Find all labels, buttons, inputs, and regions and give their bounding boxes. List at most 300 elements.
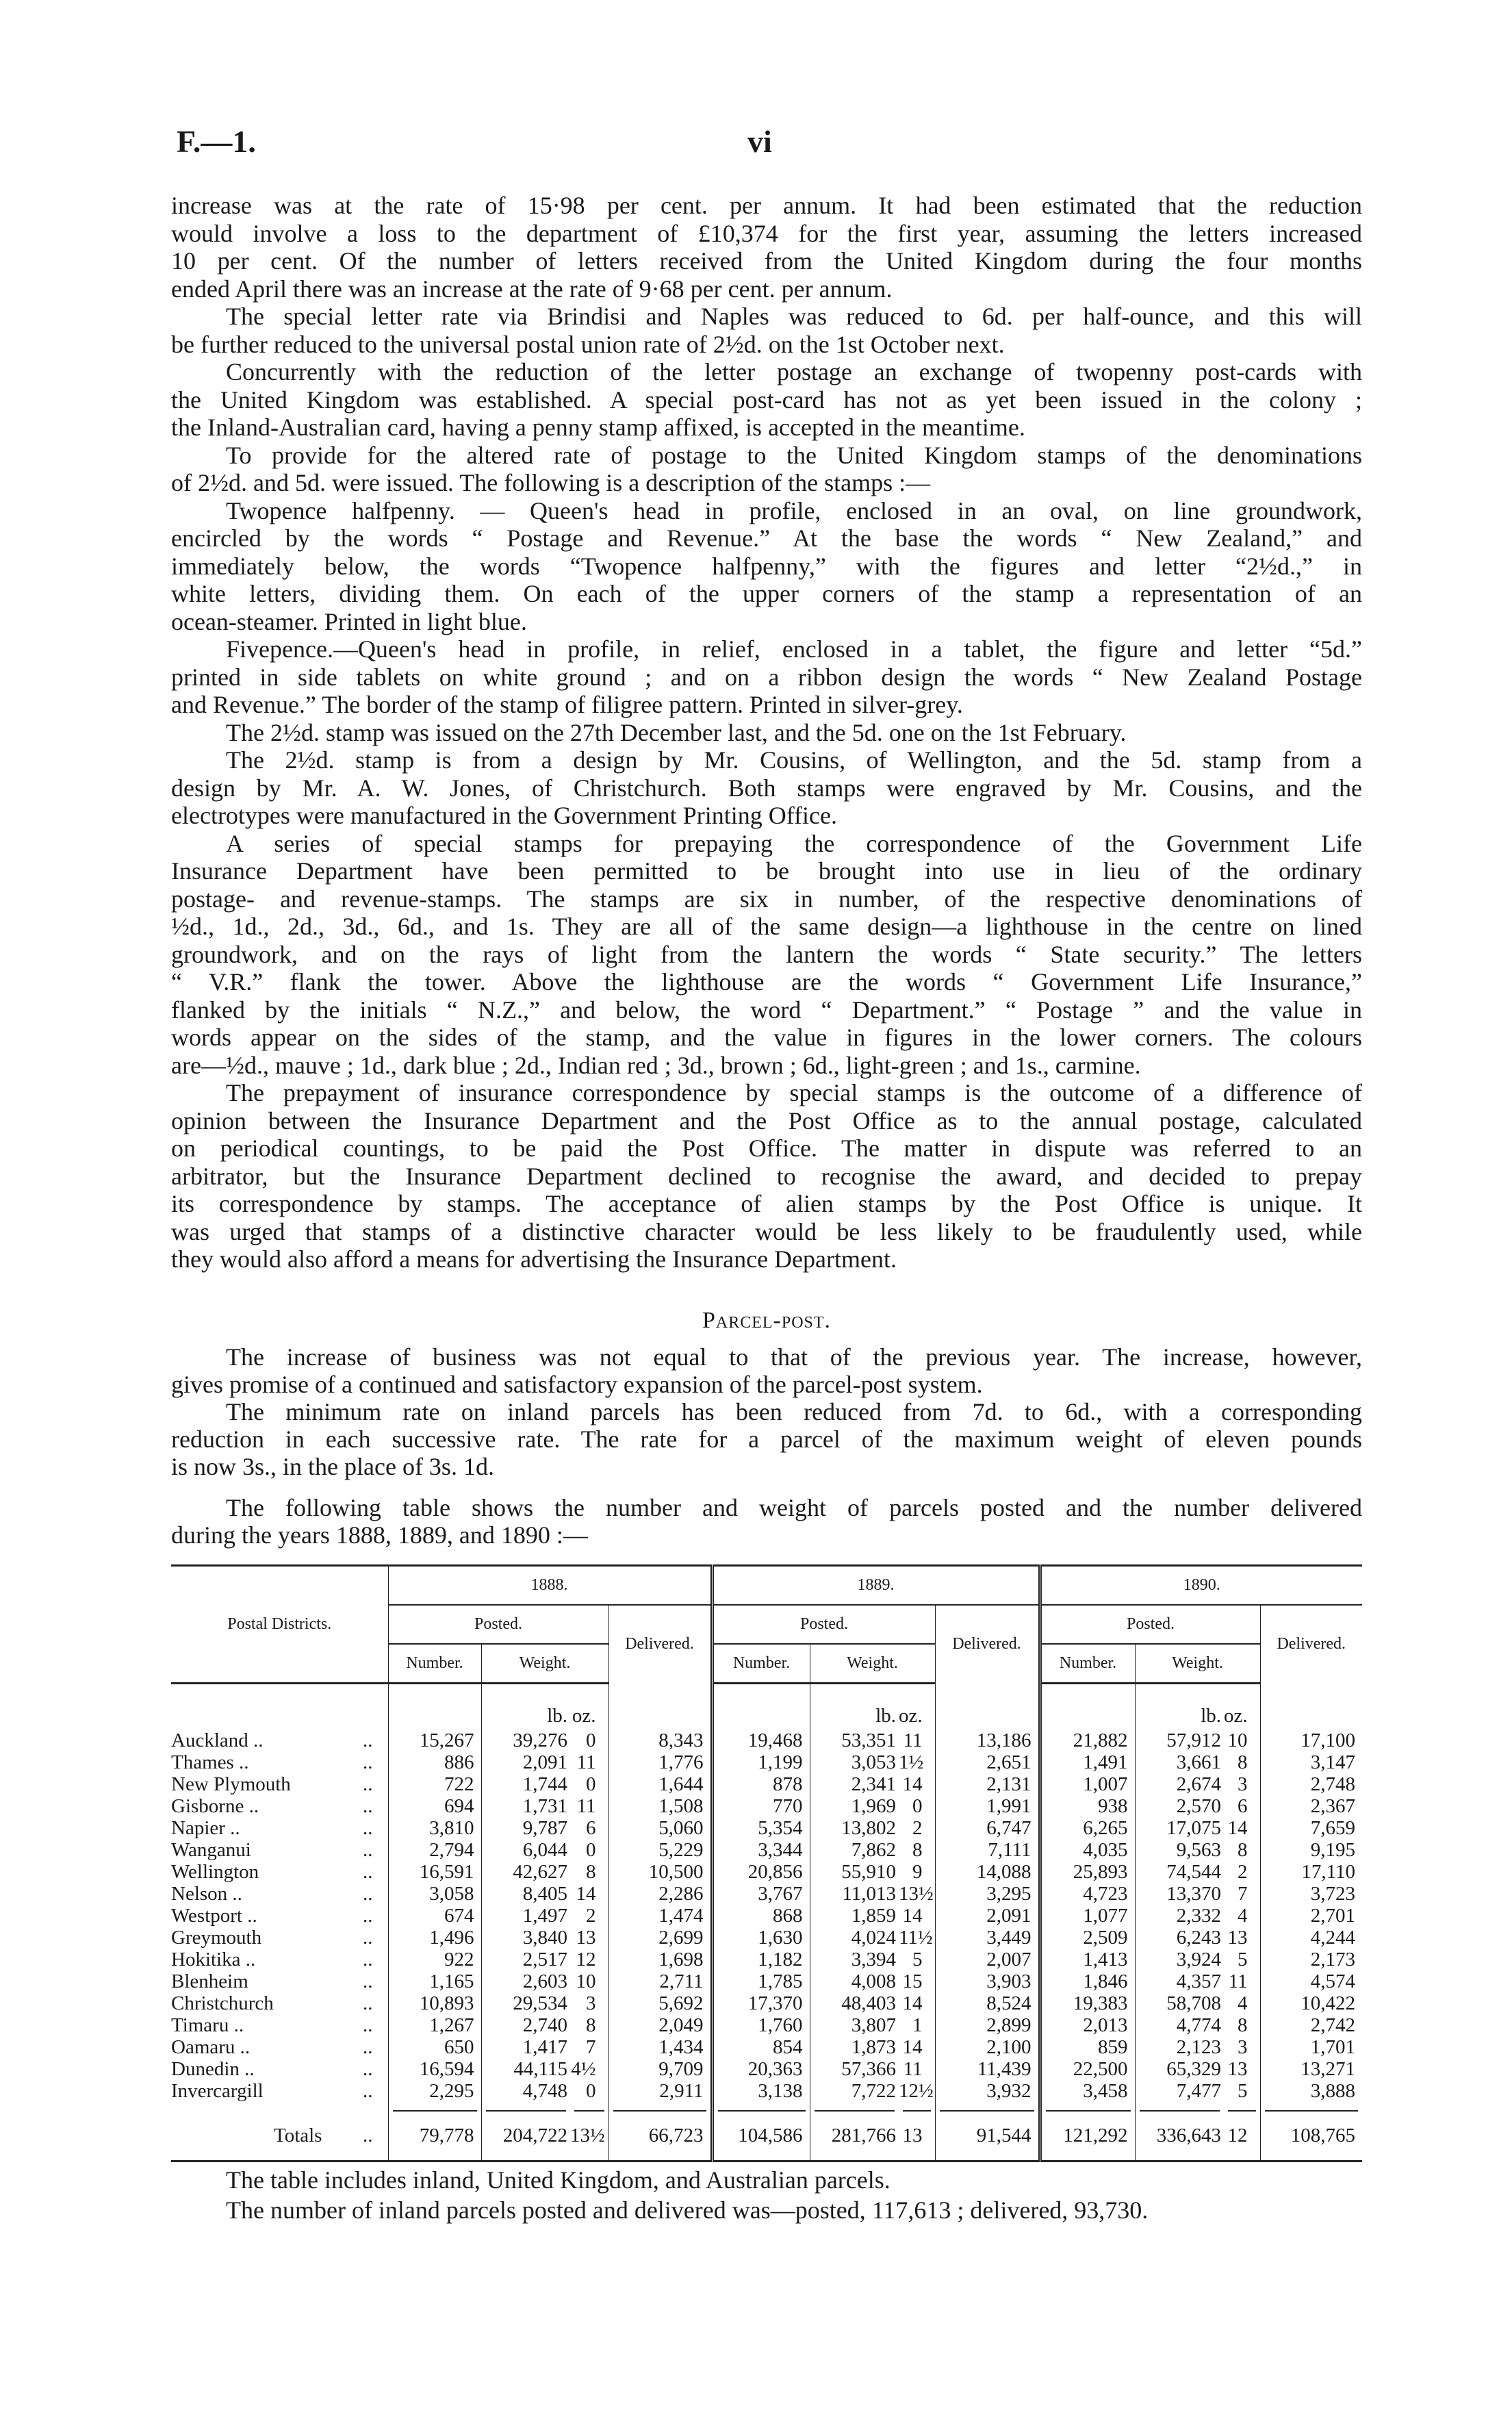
blank [1224,2102,1260,2110]
totals-text: Totals [274,2124,322,2146]
text-line: arbitrator, but the Insurance Department declined to recognise the award, and decided to prepay [171,1162,1362,1190]
weight-header: Weight. [810,1644,935,1684]
unit-oz: oz. [572,1705,596,1727]
number-cell: 770 [712,1795,810,1817]
delivered-cell: 5,692 [608,1992,712,2014]
spacer-row [171,2102,1362,2110]
posted-header: Posted. [388,1605,608,1644]
parcel-post-text [171,1343,1362,1549]
blank [712,1684,810,1730]
number-header: Number. [712,1644,810,1684]
weight-oz-cell: 11 [903,2058,923,2080]
weight-oz-cell: 14 [576,1883,596,1905]
text-line: Fivepence.—Queen's head in profile, in relief, enclosed in a tablet, the figure and letter “5d.” [226,635,1362,663]
delivered-cell: 2,173 [1260,1949,1362,1970]
totals-label [171,2110,388,2162]
weight-lb-cell: 2,332 [1135,1905,1224,1927]
blank [1260,1684,1362,1730]
weight-lb-cell: 7,722 [810,2080,899,2102]
district-label: Nelson .. [171,1883,242,1905]
text-line: ½d., 1d., 2d., 3d., 6d., and 1s. They are all of the same design—a lighthouse in the centre on lined [171,913,1362,940]
text-line: 10 per cent. Of the number of letters received from the United Kingdom during the four months [171,247,1362,275]
text-line: be further reduced to the universal postal union rate of 2½d. on the 1st October next. [171,330,1005,358]
weight-oz-cell: 11 [1228,1970,1248,1992]
number-cell: 1,496 [388,1927,481,1949]
number-cell: 3,058 [388,1883,481,1905]
weight-lb-cell: 4,748 [481,2080,570,2102]
leader-dots: .. [363,1751,373,1773]
delivered-cell: 1,474 [608,1905,712,1927]
leader-dots: .. [363,1970,373,1992]
district-label: Auckland .. [171,1729,264,1751]
weight-oz-cell: 4 [1238,1905,1248,1927]
table-row [171,1773,1362,1795]
district-label: Wanganui [171,1839,251,1861]
weight-lb-cell: 55,910 [810,1861,899,1883]
delivered-cell: 8,524 [935,1992,1040,2014]
district-label: Wellington [171,1861,259,1883]
weight-oz-cell: 11 [576,1795,596,1817]
text-line: ocean-steamer. Printed in light blue. [171,607,527,635]
unit-lb: lb. [1135,1684,1224,1730]
number-cell: 2,013 [1040,2014,1135,2036]
text-line: of 2½d. and 5d. were issued. The following is a description of the stamps :— [171,469,931,496]
delivered-cell: 1,991 [935,1795,1040,1817]
number-cell: 868 [712,1905,810,1927]
weight-lb-cell: 2,517 [481,1949,570,1970]
number-cell: 25,893 [1040,1861,1135,1883]
text-line: electrotypes were manufactured in the Government Printing Office. [171,802,837,829]
number-cell: 3,767 [712,1883,810,1905]
leader-dots: .. [363,1817,373,1839]
text-line: groundwork, and on the rays of light from the lantern the words “ State security.” The letters [171,940,1362,968]
table-row [171,2036,1362,2058]
weight-header: Weight. [481,1644,608,1684]
delivered-cell: 3,723 [1260,1883,1362,1905]
weight-oz-cell: 4 [1238,1992,1248,2014]
table-row [171,1861,1362,1883]
text-line: they would also afford a means for advertising the Insurance Department. [171,1245,897,1273]
text-line: The increase of business was not equal to that of the previous year. The increase, however, [226,1343,1362,1371]
delivered-cell: 7,659 [1260,1817,1362,1839]
district-name [171,1795,388,1817]
delivered-cell: 2,899 [935,2014,1040,2036]
weight-oz-cell: 12 [576,1949,596,1970]
district-name [171,2080,388,2102]
number-cell: 1,846 [1040,1970,1135,1992]
number-cell: 16,594 [388,2058,481,2080]
blank [1260,2102,1362,2110]
text-line: the Inland-Australian card, having a penny stamp affixed, is accepted in the meantime. [171,414,1025,441]
number-cell: 5,354 [712,1817,810,1839]
table-row [171,2014,1362,2036]
weight-lb-cell: 2,091 [481,1751,570,1773]
number-cell: 859 [1040,2036,1135,2058]
weight-oz-cell: 2 [586,1905,596,1927]
text-line: is now 3s., in the place of 3s. 1d. [171,1453,494,1480]
text-line: on periodical countings, to be paid the Post Office. The matter in dispute was referred to an [171,1134,1362,1162]
weight-oz-cell: 12 [1224,2110,1260,2162]
number-cell: 16,591 [388,1861,481,1883]
number-cell: 10,893 [388,1992,481,2014]
weight-oz-cell: 3 [1238,2036,1248,2058]
blank [1040,1684,1135,1730]
leader-dots: .. [363,2080,373,2102]
weight-oz-cell: 0 [586,1729,596,1751]
delivered-cell: 6,747 [935,1817,1040,1839]
delivered-cell: 4,244 [1260,1927,1362,1949]
delivered-cell: 108,765 [1260,2110,1362,2162]
weight-lb-cell: 13,370 [1135,1883,1224,1905]
leader-dots: .. [363,1883,373,1905]
weight-lb-cell: 6,044 [481,1839,570,1861]
weight-lb-cell: 4,024 [810,1927,899,1949]
weight-lb-cell: 2,123 [1135,2036,1224,2058]
number-cell: 79,778 [388,2110,481,2162]
weight-lb-cell: 57,912 [1135,1729,1224,1751]
table-row [171,1905,1362,1927]
footer-note: The table includes inland, United Kingdom, and Australian parcels. [226,2166,890,2194]
text-line: would involve a loss to the department of £10,374 for the first year, assuming the letters increased [171,219,1362,247]
delivered-header: Delivered. [1260,1605,1362,1684]
weight-oz-cell: 14 [902,1905,923,1927]
number-cell: 674 [388,1905,481,1927]
delivered-cell: 2,007 [935,1949,1040,1970]
delivered-cell: 11,439 [935,2058,1040,2080]
weight-lb-cell: 3,840 [481,1927,570,1949]
district-name [171,1992,388,2014]
delivered-cell: 1,508 [608,1795,712,1817]
text-line: printed in side tablets on white ground ; and on a ribbon design the words “ New Zealand Postage [171,663,1362,691]
weight-lb-cell: 17,075 [1135,1817,1224,1839]
text-line: A series of special stamps for prepaying the correspondence of the Government Life [226,829,1362,857]
number-cell: 104,586 [712,2110,810,2162]
delivered-cell: 91,544 [935,2110,1040,2162]
table-row [171,1883,1362,1905]
weight-oz-cell: 11 [903,1729,923,1751]
number-cell: 22,500 [1040,2058,1135,2080]
weight-lb-cell: 9,787 [481,1817,570,1839]
text-line: immediately below, the words “Twopence halfpenny,” with the figures and letter “2½d.,” in [171,552,1362,580]
text-line: postage- and revenue-stamps. The stamps are six in number, of the respective denominations of [171,885,1362,913]
weight-lb-cell: 1,744 [481,1773,570,1795]
weight-lb-cell: 2,603 [481,1970,570,1992]
delivered-cell: 17,110 [1260,1861,1362,1883]
delivered-cell: 4,574 [1260,1970,1362,1992]
number-cell: 4,035 [1040,1839,1135,1861]
weight-oz-cell: 13 [576,1927,596,1949]
weight-lb-cell: 4,357 [1135,1970,1224,1992]
weight-oz-cell: 7 [586,2036,596,2058]
table-row [171,1729,1362,1751]
leader-dots: .. [363,1773,373,1795]
delivered-cell: 2,711 [608,1970,712,1992]
blank [810,2102,899,2110]
weight-oz-cell: 13 [899,2110,935,2162]
district-name [171,2014,388,2036]
weight-lb-cell: 2,740 [481,2014,570,2036]
blank [608,2102,712,2110]
delivered-cell: 10,422 [1260,1992,1362,2014]
weight-oz-cell: 3 [1238,1773,1248,1795]
text-line: Twopence halfpenny. — Queen's head in profile, enclosed in an oval, on line groundwork, [226,496,1362,524]
text-line: The special letter rate via Brindisi and Naples was reduced to 6d. per half-ounce, and this will [226,303,1362,330]
delivered-cell: 2,699 [608,1927,712,1949]
weight-lb-cell: 1,417 [481,2036,570,2058]
weight-oz-cell: 0 [586,1773,596,1795]
weight-lb-cell: 1,859 [810,1905,899,1927]
year-header: 1889. [712,1566,1040,1606]
number-cell: 854 [712,2036,810,2058]
weight-oz-cell: 14 [902,1992,923,2014]
weight-lb-cell: 1,873 [810,2036,899,2058]
weight-oz-cell: 12½ [899,2080,934,2102]
number-cell: 2,509 [1040,1927,1135,1949]
delivered-cell: 2,091 [935,1905,1040,1927]
delivered-cell: 1,644 [608,1773,712,1795]
weight-oz-cell: 14 [902,1773,923,1795]
leader-dots: .. [363,1905,373,1927]
district-name [171,1839,388,1861]
delivered-cell: 66,723 [608,2110,712,2162]
text-line: the United Kingdom was established. A special post-card has not as yet been issued in the colony ; [171,385,1362,414]
weight-header: Weight. [1135,1644,1260,1684]
district-label: Invercargill [171,2080,264,2102]
delivered-header: Delivered. [608,1605,712,1684]
number-cell: 15,267 [388,1729,481,1751]
weight-oz-cell: 8 [586,1861,596,1883]
number-cell: 1,785 [712,1970,810,1992]
delivered-cell: 2,131 [935,1773,1040,1795]
table-row [171,2080,1362,2102]
delivered-cell: 3,903 [935,1970,1040,1992]
weight-oz-cell: 8 [1238,1839,1248,1861]
footer-note: The number of inland parcels posted and delivered was—posted, 117,613 ; delivered, 93,730. [226,2196,1149,2224]
blank [935,2102,1040,2110]
weight-lb-cell: 2,570 [1135,1795,1224,1817]
weight-oz-cell: 9 [912,1861,923,1883]
leader-dots: .. [363,1861,373,1883]
paragraph-gap [171,1480,1362,1494]
number-cell: 1,165 [388,1970,481,1992]
number-cell: 4,723 [1040,1883,1135,1905]
blank [570,2102,608,2110]
weight-lb-cell: 2,341 [810,1773,899,1795]
delivered-cell: 3,449 [935,1927,1040,1949]
weight-oz-cell: 4½ [571,2058,596,2080]
weight-lb-cell: 3,661 [1135,1751,1224,1773]
number-cell: 1,182 [712,1949,810,1970]
weight-oz-cell: 10 [576,1970,596,1992]
blank [1135,2102,1224,2110]
weight-oz-cell: 8 [912,1839,923,1861]
text-line: was urged that stamps of a distinctive character would be less likely to be fraudulently used, while [171,1217,1362,1245]
text-line: increase was at the rate of 15·98 per cent. per annum. It had been estimated that the reduction [171,192,1362,219]
district-name [171,1883,388,1905]
text-line: The following table shows the number and weight of parcels posted and the number delivered [226,1494,1362,1521]
weight-lb-cell: 11,013 [810,1883,899,1905]
blank [608,1684,712,1730]
delivered-cell: 5,229 [608,1839,712,1861]
text-line: are—½d., mauve ; 1d., dark blue ; 2d., Indian red ; 3d., brown ; 6d., light-green ; and 1s., carmine. [171,1051,1141,1079]
leader-dots: .. [363,1992,373,2014]
delivered-cell: 2,701 [1260,1905,1362,1927]
number-cell: 1,077 [1040,1905,1135,1927]
number-cell: 694 [388,1795,481,1817]
posted-header: Posted. [1040,1605,1260,1644]
weight-lb-cell: 13,802 [810,1817,899,1839]
weight-lb-cell: 4,008 [810,1970,899,1992]
number-cell: 6,265 [1040,1817,1135,1839]
number-cell: 1,413 [1040,1949,1135,1970]
number-cell: 3,138 [712,2080,810,2102]
weight-lb-cell: 65,329 [1135,2058,1224,2080]
table-row [171,1949,1362,1970]
number-cell: 17,370 [712,1992,810,2014]
weight-oz-cell: 8 [586,2014,596,2036]
leader-dots: .. [363,1839,373,1861]
delivered-cell: 3,147 [1260,1751,1362,1773]
number-cell: 20,363 [712,2058,810,2080]
number-header: Number. [388,1644,481,1684]
weight-oz-cell: 6 [586,1817,596,1839]
delivered-cell: 7,111 [935,1839,1040,1861]
weight-oz-cell: 8 [1238,1751,1248,1773]
blank [935,1684,1040,1730]
delivered-cell: 1,776 [608,1751,712,1773]
district-label: Greymouth [171,1927,262,1949]
leader-dots: .. [363,1927,373,1949]
weight-oz-cell: 3 [586,1992,596,2014]
leader-dots: .. [363,1795,373,1817]
weight-oz-cell: 14 [902,2036,923,2058]
delivered-cell: 2,100 [935,2036,1040,2058]
leader-dots: .. [363,2036,373,2058]
text-line: white letters, dividing them. On each of the upper corners of the stamp a representation of an [171,580,1362,607]
leader-dots: .. [363,1729,373,1751]
delivered-cell: 8,343 [608,1729,712,1751]
district-name [171,2036,388,2058]
weight-oz-cell: 13 [1227,1927,1248,1949]
number-cell: 20,856 [712,1861,810,1883]
district-name [171,1729,388,1751]
district-name [171,1927,388,1949]
table-row [171,1970,1362,1992]
number-cell: 650 [388,2036,481,2058]
blank [712,2102,810,2110]
year-header: 1890. [1040,1566,1362,1606]
blank [171,1684,388,1730]
weight-lb-cell: 4,774 [1135,2014,1224,2036]
weight-lb-cell: 53,351 [810,1729,899,1751]
district-label: Timaru .. [171,2014,244,2036]
district-name [171,1905,388,1927]
district-name [171,1817,388,1839]
weight-oz-cell: 13 [1227,2058,1248,2080]
unit-lb: lb. [481,1684,570,1730]
number-cell: 3,810 [388,1817,481,1839]
units-row [171,1684,1362,1730]
delivered-header: Delivered. [935,1605,1040,1684]
blank [899,2102,935,2110]
district-label: Christchurch [171,1992,274,2014]
text-line: ended April there was an increase at the rate of 9·68 per cent. per annum. [171,275,893,303]
district-label: Gisborne .. [171,1795,259,1817]
text-line: reduction in each successive rate. The rate for a parcel of the maximum weight of eleven pounds [171,1425,1362,1453]
delivered-cell: 2,367 [1260,1795,1362,1817]
number-cell: 1,630 [712,1927,810,1949]
text-line: encircled by the words “ Postage and Revenue.” At the base the words “ New Zealand,” and [171,524,1362,552]
district-label: Thames .. [171,1751,249,1773]
weight-oz-cell: 0 [586,1839,596,1861]
number-cell: 121,292 [1040,2110,1135,2162]
number-cell: 722 [388,1773,481,1795]
parcels-table [171,1564,1362,2162]
weight-lb-cell: 1,497 [481,1905,570,1927]
weight-oz-cell: 13½ [899,1883,934,1905]
weight-oz-cell: 5 [1238,1949,1248,1970]
district-label: New Plymouth [171,1773,291,1795]
unit-oz: oz. [899,1705,923,1727]
weight-oz-cell: 1½ [899,1751,924,1773]
table-row [171,1751,1362,1773]
weight-lb-cell: 39,276 [481,1729,570,1751]
weight-lb-cell: 58,708 [1135,1992,1224,2014]
delivered-cell: 13,186 [935,1729,1040,1751]
column-header-districts: Postal Districts. [171,1566,388,1684]
weight-oz-cell: 5 [1238,2080,1248,2102]
district-label: Oamaru .. [171,2036,251,2058]
weight-lb-cell: 336,643 [1135,2110,1224,2162]
leader-dots: .. [363,2014,373,2036]
weight-oz-cell: 11½ [899,1927,933,1949]
section-heading-parcel-post: Parcel-post. [702,1308,832,1333]
weight-lb-cell: 7,862 [810,1839,899,1861]
number-cell: 19,468 [712,1729,810,1751]
number-cell: 1,199 [712,1751,810,1773]
weight-lb-cell: 3,924 [1135,1949,1224,1970]
weight-lb-cell: 281,766 [810,2110,899,2162]
delivered-cell: 13,271 [1260,2058,1362,2080]
weight-lb-cell: 1,969 [810,1795,899,1817]
text-line: and Revenue.” The border of the stamp of filigree pattern. Printed in silver-grey. [171,691,963,718]
weight-lb-cell: 3,053 [810,1751,899,1773]
text-line: opinion between the Insurance Department and the Post Office as to the annual postage, calculated [171,1106,1362,1134]
weight-lb-cell: 44,115 [481,2058,570,2080]
blank [481,2102,570,2110]
weight-oz-cell: 13½ [570,2110,608,2162]
year-header: 1888. [388,1566,712,1606]
leader-dots: .. [363,1949,373,1970]
weight-lb-cell: 3,394 [810,1949,899,1970]
delivered-cell: 1,701 [1260,2036,1362,2058]
district-name [171,1861,388,1883]
weight-lb-cell: 7,477 [1135,2080,1224,2102]
blank [388,1684,481,1730]
district-name [171,1751,388,1773]
body-text [171,192,1362,1273]
text-line: Insurance Department have been permitted to be brought into use in lieu of the ordinary [171,857,1362,885]
blank [171,2102,388,2110]
weight-lb-cell: 2,674 [1135,1773,1224,1795]
text-line: To provide for the altered rate of postage to the United Kingdom stamps of the denominations [226,441,1362,469]
weight-lb-cell: 1,731 [481,1795,570,1817]
number-cell: 2,794 [388,1839,481,1861]
text-line: The minimum rate on inland parcels has been reduced from 7d. to 6d., with a corresponding [226,1398,1362,1425]
delivered-cell: 2,748 [1260,1773,1362,1795]
district-name [171,1773,388,1795]
delivered-cell: 10,500 [608,1861,712,1883]
